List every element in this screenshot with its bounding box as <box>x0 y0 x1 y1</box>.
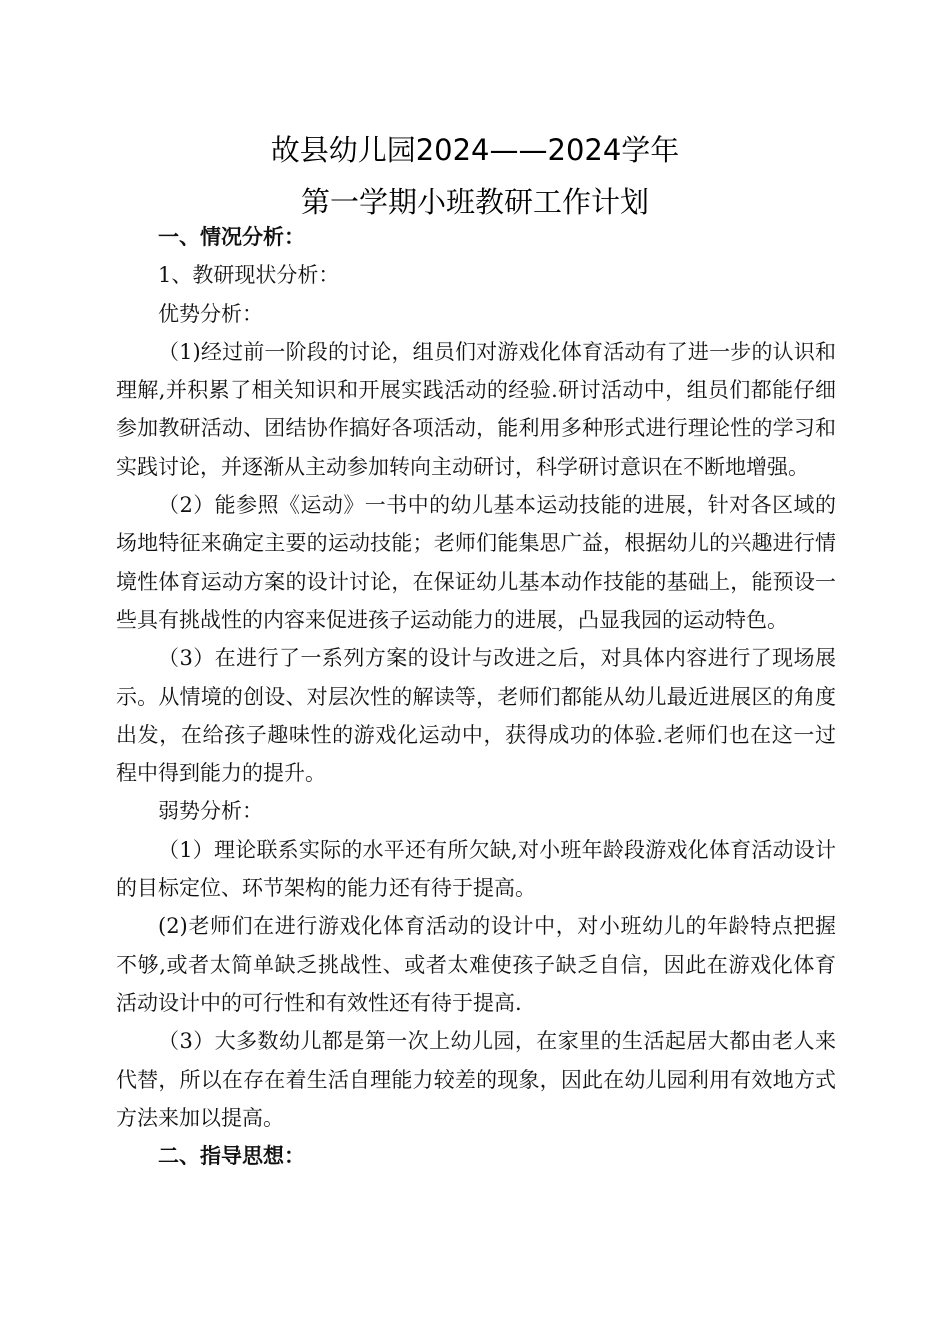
strengths-label: 优势分析： <box>158 301 263 326</box>
section-heading-2: 二、指导思想： <box>158 1144 305 1169</box>
title-line-1: 故县幼儿园2024——2024学年 <box>270 133 680 167</box>
weaknesses-label: 弱势分析： <box>158 799 263 824</box>
weakness-paragraph-3: （3）大多数幼儿都是第一次上幼儿园，在家里的生活起居大都由老人来代替，所以在存在着生活自理能力较差的现象，因此在幼儿园利用有效地方式方法来加以提高。 <box>116 1029 836 1130</box>
strength-paragraph-3: （3）在进行了一系列方案的设计与改进之后，对具体内容进行了现场展示。从情境的创设、对层次性的解读等，老师们都能从幼儿最近进展区的角度出发，在给孩子趣味性的游戏化运动中，获得成功的体验.老师们也在这一过程中得到能力的提升。 <box>116 646 836 786</box>
weakness-paragraph-2: (2)老师们在进行游戏化体育活动的设计中，对小班幼儿的年龄特点把握不够,或者太简单缺乏挑战性、或者太难使孩子缺乏自信，因此在游戏化体育活动设计中的可行性和有效性还有待于提高. <box>116 914 836 1015</box>
subheading-research-status: 1、教研现状分析： <box>158 263 340 288</box>
document-body <box>116 218 836 1175</box>
section-heading-1: 一、情况分析： <box>158 225 305 249</box>
strength-paragraph-2: （2）能参照《运动》一书中的幼儿基本运动技能的进展，针对各区域的场地特征来确定主要的运动技能；老师们能集思广益，根据幼儿的兴趣进行情境性体育运动方案的设计讨论，在保证幼儿基本动作技能的基础上，能预设一些具有挑战性的内容来促进孩子运动能力的进展，凸显我园的运动特色。 <box>116 493 836 632</box>
title-line-2: 第一学期小班教研工作计划 <box>300 185 649 219</box>
strength-paragraph-1: （1)经过前一阶段的讨论，组员们对游戏化体育活动有了进一步的认识和理解,并积累了相关知识和开展实践活动的经验.研讨活动中，组员们都能仔细参加教研活动、团结协作搞好各项活动，能利用多种形式进行理论性的学习和实践讨论，并逐渐从主动参加转向主动研讨，科学研讨意识在不断地增强。 <box>116 339 836 479</box>
weakness-paragraph-1: （1）理论联系实际的水平还有所欠缺,对小班年龄段游戏化体育活动设计的目标定位、环节架构的能力还有待于提高。 <box>116 837 836 901</box>
